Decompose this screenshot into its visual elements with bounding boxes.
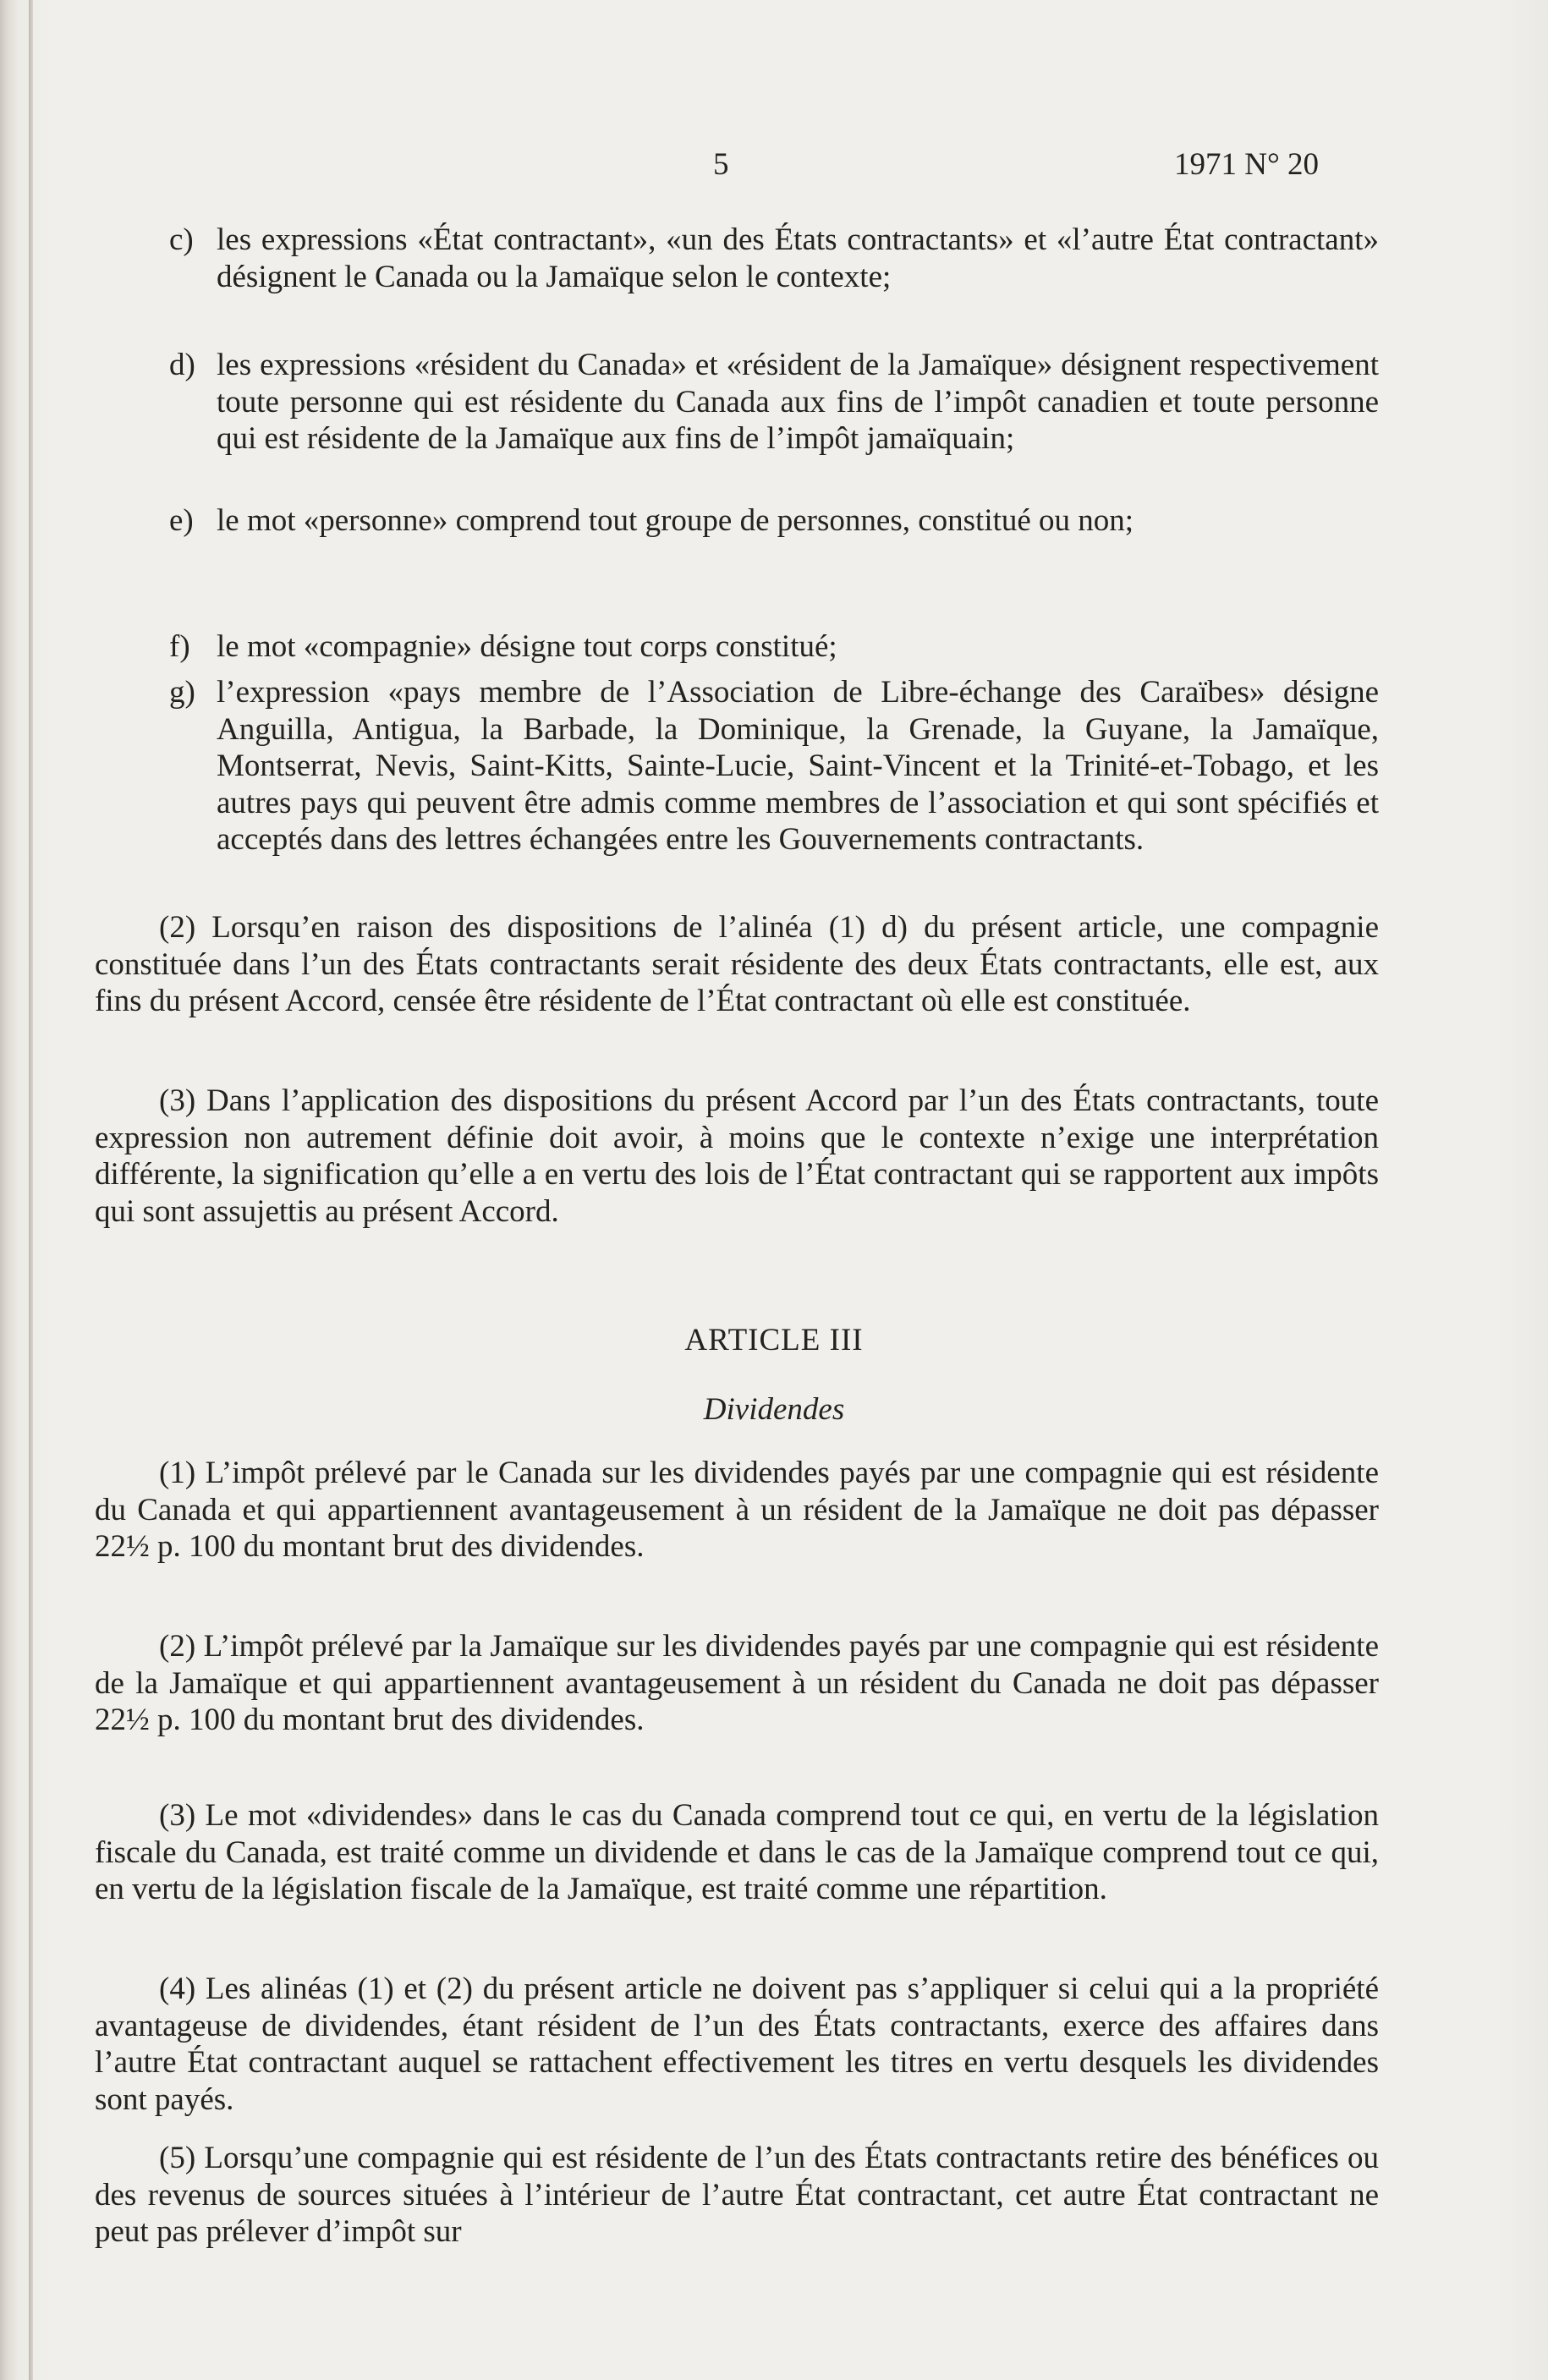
item-label: c) (169, 222, 194, 257)
definition-item-e (169, 502, 1379, 540)
item-label: g) (169, 675, 195, 710)
article-subheading: Dividendes (703, 1392, 845, 1427)
paragraph-3: (3) Dans l’application des dispositions du présent Accord par l’un des États contractants, toute expression non autrement définie doit avoir, à moins que le contexte n’exige une interprétation différente, la signification qu’elle a en vertu des lois de l’État contractant qui se rapportent aux impôts qui sont assujettis au présent Accord. (95, 1083, 1379, 1229)
dividend-paragraph-5: (5) Lorsqu’une compagnie qui est résidente de l’un des États contractants retire des bénéfices ou des revenus de sources situées à l’intérieur de l’autre État contractant, cet autre État contractant ne peut pas prélever d’impôt sur (95, 2141, 1379, 2249)
page-number: 5 (713, 147, 729, 182)
definition-item-d (169, 347, 1379, 458)
item-label: d) (169, 348, 195, 382)
dividend-paragraph-1: (1) L’impôt prélevé par le Canada sur les dividendes payés par une compagnie qui est résidente du Canada et qui appartiennent avantageusement à un résident de la Jamaïque ne doit pas dépasser 22½ p. 100 du montant brut des dividendes. (95, 1456, 1379, 1564)
item-text: le mot «compagnie» désigne tout corps constitué; (217, 629, 837, 664)
item-text: les expressions «État contractant», «un des États contractants» et «l’autre État contractant» désignent le Canada ou la Jamaïque selon le contexte; (217, 222, 1379, 294)
dividend-paragraph-2: (2) L’impôt prélevé par la Jamaïque sur les dividendes payés par une compagnie qui est résidente de la Jamaïque et qui appartiennent avantageusement à un résident du Canada ne doit pas dépasser 22½ p. 100 du montant brut des dividendes. (95, 1629, 1379, 1737)
article-heading: ARTICLE III (684, 1323, 864, 1357)
page-binding-edge (29, 0, 33, 2380)
dividend-paragraph-3: (3) Le mot «dividendes» dans le cas du Canada comprend tout ce qui, en vertu de la législation fiscale du Canada, est traité comme un dividende et dans le cas de la Jamaïque comprend tout ce qui, en vertu de la législation fiscale de la Jamaïque, est traité comme une répartition. (95, 1798, 1379, 1906)
item-label: f) (169, 629, 190, 664)
paragraph-2: (2) Lorsqu’en raison des dispositions de l’alinéa (1) d) du présent article, une compagnie constituée dans l’un des États contractants serait résidente des deux États contractants, elle est, aux fins du présent Accord, censée être résidente de l’État contractant où elle est constituée. (95, 910, 1379, 1018)
definition-item-c (169, 222, 1379, 295)
item-text: l’expression «pays membre de l’Association de Libre-échange des Caraïbes» désigne Anguilla, Antigua, la Barbade, la Dominique, la Grenade, la Guyane, la Jamaïque, Montserrat, Nevis, Saint-Kitts, Sainte-Lucie, Saint-Vincent et la Trinité-et-Tobago, et les autres pays qui peuvent être admis comme membres de l’association et qui sont spécifiés et acceptés dans des lettres échangées entre les Gouvernements contractants. (217, 675, 1379, 857)
dividend-paragraph-4: (4) Les alinéas (1) et (2) du présent article ne doivent pas s’appliquer si celui qui a la propriété avantageuse de dividendes, étant résident de l’un des États contractants, exerce des affaires dans l’autre État contractant auquel se rattachent effectivement les titres en vertu desquels les dividendes sont payés. (95, 1971, 1379, 2117)
item-text: les expressions «résident du Canada» et «résident de la Jamaïque» désignent respectivement toute personne qui est résidente du Canada aux fins de l’impôt canadien et toute personne qui est résidente de la Jamaïque aux fins de l’impôt jamaïquain; (217, 348, 1379, 456)
definition-item-g (169, 674, 1379, 858)
item-label: e) (169, 503, 194, 538)
running-head: 1971 N° 20 (1174, 147, 1320, 182)
item-text: le mot «personne» comprend tout groupe de personnes, constitué ou non; (217, 503, 1134, 538)
definition-item-f (169, 628, 1379, 666)
